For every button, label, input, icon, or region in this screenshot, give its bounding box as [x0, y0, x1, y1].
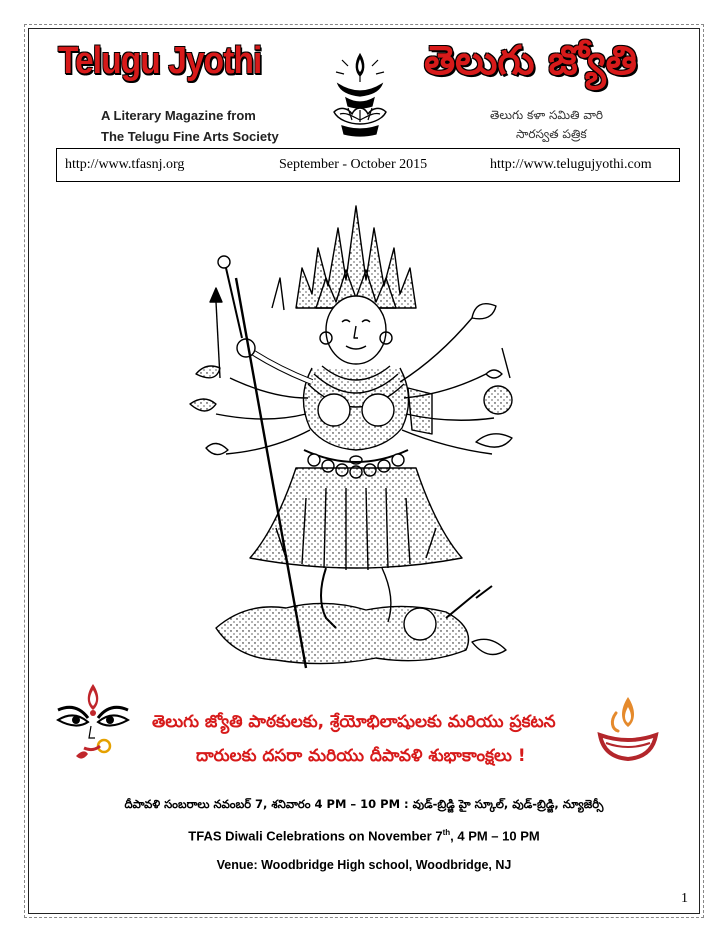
event-english-superscript: th — [442, 828, 451, 837]
magazine-title-telugu: తెలుగు జ్యోతి — [424, 38, 637, 84]
magazine-website-link[interactable]: http://www.telugujyothi.com — [490, 157, 652, 172]
durga-face-icon — [48, 680, 138, 770]
subtitle-english-2: The Telugu Fine Arts Society — [101, 129, 279, 144]
greeting-line-1: తెలుగు జ్యోతి పాఠకులకు, శ్రేయోభిలాషులకు మరియు ప్రకటన — [152, 712, 556, 732]
issue-date: September - October 2015 — [279, 157, 428, 172]
goddess-illustration — [176, 198, 536, 678]
diya-icon — [596, 693, 660, 765]
event-announcement-telugu: దీపావళి సంబరాలు నవంబర్ 7, శనివారం 4 PM – 10 PM : వుడ్-బ్రిడ్జి హై స్కూల్, వుడ్-బ్రిడ్జి, న్యూజెర్సీ — [124, 797, 604, 811]
event-english-time: , 4 PM – 10 PM — [450, 828, 540, 844]
event-announcement-english — [0, 828, 728, 843]
event-english-text: TFAS Diwali Celebrations on November 7 — [188, 828, 443, 844]
url-bar — [56, 148, 680, 182]
magazine-title-english: Telugu Jyothi — [58, 40, 262, 82]
subtitle-telugu-1: తెలుగు కళా సమితి వారి — [490, 108, 604, 122]
society-website-link[interactable]: http://www.tfasnj.org — [65, 157, 185, 172]
lamp-logo-icon — [326, 50, 394, 142]
page-number: 1 — [681, 891, 688, 906]
event-venue: Venue: Woodbridge High school, Woodbridge, NJ — [216, 858, 512, 872]
subtitle-telugu-2: సారస్వత పత్రిక — [516, 127, 587, 141]
greeting-line-2: దారులకు దసరా మరియు దీపావళి శుభాకాంక్షలు ! — [196, 746, 526, 766]
subtitle-english-1: A Literary Magazine from — [101, 108, 256, 123]
